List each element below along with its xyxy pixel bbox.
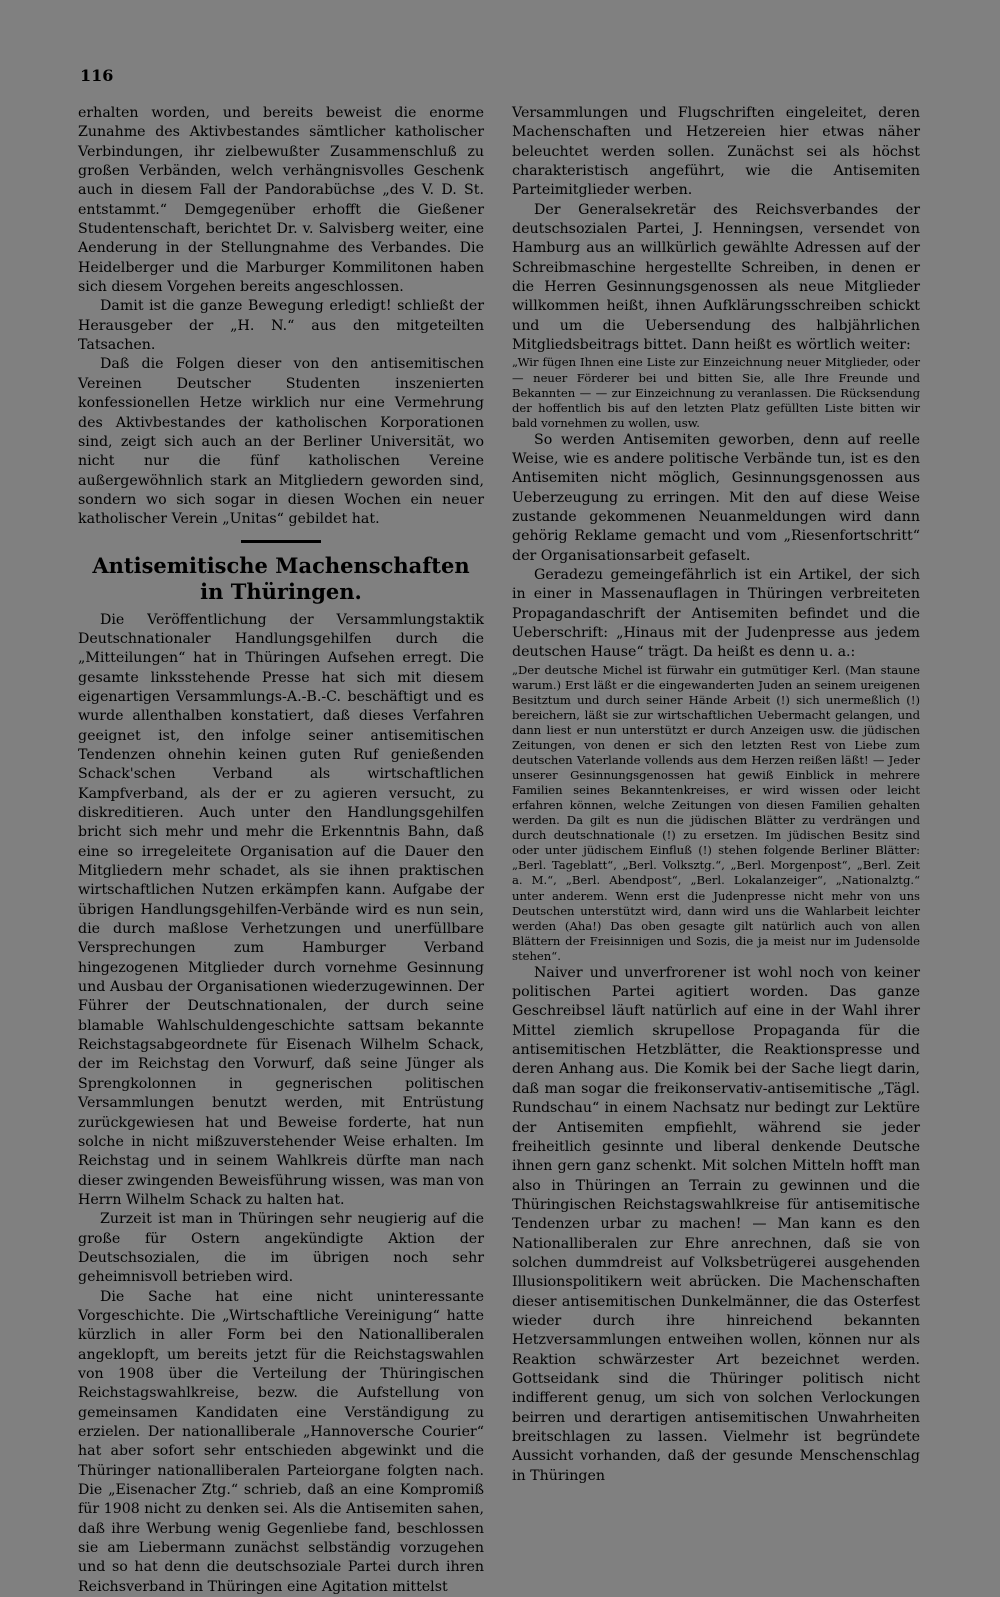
block-quote: „Der deutsche Michel ist fürwahr ein gutmütiger Kerl. (Man staune warum.) Erst läßt er die eingewanderten Juden an seinem ureigenen Besitztum und durch seiner Hände Arbeit (!) sich unermeßlich (!) bereichern, läßt sie zur wirtschaftlichen Uebermacht gelangen, und dann liest er nun unterstützt er durch Anzeigen usw. die jüdischen Zeitungen, von denen er sich den letzten Rest von Liebe zum deutschen Vaterlande vollends aus dem Herzen reißen läßt! — Jeder unserer Gesinnungsgenossen hat gewiß Einblick in mehrere Familien seines Bekanntenkreises, er wird wissen oder leicht erfahren können, welche Zeitungen von diesen Familien gehalten werden. Da gilt es nun die jüdischen Blätter zu verdrängen und durch deutschnationale (!) zu ersetzen. Im jüdischen Besitz sind oder unter jüdischem Einfluß (!) stehen folgende Berliner Blätter: „Berl. Tageblatt“, „Berl. Volksztg.“, „Berl. Morgenpost“, „Berl. Zeit a. M.“, „Berl. Abendpost“, „Berl. Lokalanzeiger“, „Nationalztg.“ unter anderem. Wenn erst die Judenpresse nicht mehr von uns Deutschen unterstützt wird, dann wird uns die Wahlarbeit leichter werden (Aha!) Das oben gesagte gilt natürlich auch von allen Blättern der Freisinnigen und Sozis, die ja meist nur im Judensolde stehen“. — [512, 662, 920, 963]
paragraph: erhalten worden, und bereits beweist die enorme Zunahme des Aktivbestandes sämtlicher katholischer Verbindungen, ihr zielbewußter Zusammenschluß zu großen Verbänden, welch verhängnisvolles Geschenk auch in diesem Fall der Pandorabüchse „des V. D. St. entstammt.“ Demgegenüber erhofft die Gießener Studentenschaft, berichtet Dr. v. Salvisberg weiter, eine Aenderung in der Stellungnahme des Verbandes. Die Heidelberger und die Marburger Kommilitonen haben sich diesem Vorgehen bereits angeschlossen. — [78, 105, 484, 296]
paragraph: Naiver und unverfrorener ist wohl noch von keiner politischen Partei agitiert worden. Das ganze Geschreibsel läuft natürlich auf eine in der Wahl ihrer Mittel ziemlich skrupellose Propaganda für die antisemitischen Hetzblätter, die Reaktionspresse und deren Anhang aus. Die Komik bei der Sache liegt darin, daß man sogar die freikonservativ-antisemitische „Tägl. Rundschau“ in einem Nachsatz nur bedingt zur Lektüre der Antisemiten empfiehlt, während sie jeder freiheitlich gesinnte und liberal denkende Deutsche ihnen gern ganz schenkt. Mit solchen Mitteln hofft man also in Thüringen an Terrain zu gewinnen und die Thüringischen Reichstagswahlkreise für antisemitische Tendenzen urbar zu machen! — Man kann es den Nationalliberalen zur Ehre anrechnen, daß sie von solchen dummdreist auf Volksbetrügerei ausgehenden Illusionspolitikern weit abrücken. Die Machenschaften dieser antisemitischen Dunkelmänner, die das Osterfest wieder durch ihre hinreichend bekannten Hetzversammlungen entweihen wollen, können nur als Reaktion schwärzester Art bezeichnet werden. Gottseidank sind die Thüringer politisch nicht indifferent genug, um sich von solchen Verlockungen beirren und derartigen antisemitischen Unwahrheiten breitschlagen zu lassen. Vielmehr ist begründete Aussicht vorhanden, daß der gesunde Menschenschlag in Thüringen — [512, 964, 920, 1484]
paragraph: Die Veröffentlichung der Versammlungstaktik Deutschnationaler Handlungsgehilfen durch die „Mitteilungen“ hat in Thüringen Aufsehen erregt. Die gesamte linksstehende Presse hat sich mit diesem eigenartigen Versammlungs-A.-B.-C. beschäftigt und es wurde allenthalben konstatiert, daß dieses Verfahren geeignet ist, den infolge seiner antisemitischen Tendenzen ohnehin keinen guten Ruf genießenden Schack'schen Verband als wirtschaftlichen Kampfverband, als der er zu agieren versucht, zu diskreditieren. Auch unter den Handlungsgehilfen bricht sich mehr und mehr die Erkenntnis Bahn, daß eine so irregeleitete Organisation auf die Dauer den Mitgliedern mehr schadet, als sie ihnen praktischen wirtschaftlichen Nutzen erkämpfen kann. Aufgabe der übrigen Handlungsgehilfen-Verbände wird es nun sein, die durch maßlose Verhetzungen und unerfüllbare Versprechungen zum Hamburger Verband hingezogenen Mitglieder durch vornehme Gesinnung und Ausbau der Organisationen wiederzugewinnen. Der Führer der Deutschnationalen, der durch seine blamable Wahlschuldengeschichte sattsam bekannte Reichstagsabgeordnete für Eisenach Wilhelm Schack, der im Reichstag den Vorwurf, daß seine Jünger als Sprengkolonnen in gegnerischen politischen Versammlungen benutzt werden, mit Entrüstung zurückgewiesen hat und Beweise forderte, hat nun solche in nicht mißzuverstehender Weise erhalten. Im Reichstag und in seinem Wahlkreis dürfte man nach dieser zwingenden Beweisführung wissen, was man von Herrn Wilhelm Schack zu halten hat. — [78, 611, 484, 1208]
page-number: 116 — [80, 66, 114, 85]
paragraph: Daß die Folgen dieser von den antisemitischen Vereinen Deutscher Studenten inszenierten konfessionellen Hetze wirklich nur eine Vermehrung des Aktivbestandes der katholischen Korporationen sind, zeigt sich auch an der Berliner Universität, wo nicht nur die fünf katholischen Vereine außergewöhnlich stark an Mitgliedern geworden sind, sondern wo sich sogar in diesen Wochen ein neuer katholischer Verein „Unitas“ gebildet hat. — [78, 356, 484, 528]
paragraph: Die Sache hat eine nicht uninteressante Vorgeschichte. Die „Wirtschaftliche Vereinigung“ hatte kürzlich in aller Form bei den Nationalliberalen angeklopft, um bereits jetzt für die Reichstagswahlen von 1908 über die Verteilung der Thüringischen Reichstagswahlkreise, bezw. die Aufstellung von gemeinsamen Kandidaten eine Verständigung zu erzielen. Der nationalliberale „Hannoversche Courier“ hat aber sofort sehr entschieden abgewinkt und die Thüringer nationalliberalen Parteiorgane folgten nach. Die „Eisenacher Ztg.“ schrieb, daß an eine Kompromiß für 1908 nicht zu denken sei. Als die Antisemiten sahen, daß ihre Werbung wenig Gegenliebe fand, beschlossen sie am Liebermann zunächst selbständig vorzugehen und so hat denn die deutschsoziale Partei durch ihren Reichsverband in Thüringen eine Agitation mittelst — [78, 1288, 484, 1595]
paragraph: Der Generalsekretär des Reichsverbandes der deutschsozialen Partei, J. Henningsen, versendet von Hamburg aus an willkürlich gewählte Adressen auf der Schreibmaschine hergestellte Schreiben, in denen er die Herren Gesinnungsgenossen als neue Mitglieder willkommen heißt, ihnen Aufklärungsschreiben schickt und um die Uebersendung des halbjährlichen Mitgliedsbeitrags bittet. Dann heißt es wörtlich weiter: — [512, 201, 920, 354]
section-heading: Antisemitische Machenschaften in Thüringen. — [92, 552, 470, 604]
paragraph: Zurzeit ist man in Thüringen sehr neugierig auf die große für Ostern angekündigte Aktion der Deutschsozialen, die im übrigen noch sehr geheimnisvoll betrieben wird. — [78, 1211, 484, 1286]
section-divider — [241, 540, 321, 543]
right-column — [512, 104, 920, 1486]
paragraph: Damit ist die ganze Bewegung erledigt! schließt der Herausgeber der „H. N.“ aus den mitgeteilten Tatsachen. — [78, 298, 484, 354]
left-column — [78, 104, 484, 1597]
paragraph: Geradezu gemeingefährlich ist ein Artikel, der sich in einer in Massenauflagen in Thüringen verbreiteten Propagandaschrift der Antisemiten befindet und die Ueberschrift: „Hinaus mit der Judenpresse aus jedem deutschen Hause“ trägt. Da heißt es denn u. a.: — [512, 567, 920, 661]
paragraph: So werden Antisemiten geworben, denn auf reelle Weise, wie es andere politische Verbände tun, ist es den Antisemiten nicht möglich, Gesinnungsgenossen aus Ueberzeugung zu erringen. Mit den auf diese Weise zustande gekommenen Neuanmeldungen wird dann gehörig Reklame gemacht und vom „Riesenfortschritt“ der Organisationsarbeit gefaselt. — [512, 431, 920, 564]
paragraph: Versammlungen und Flugschriften eingeleitet, deren Machenschaften und Hetzereien hier etwas näher beleuchtet werden sollen. Zunächst sei als höchst charakteristisch angeführt, wie die Antisemiten Parteimitglieder werben. — [512, 105, 920, 199]
block-quote: „Wir fügen Ihnen eine Liste zur Einzeichnung neuer Mitglieder, oder — neuer Förderer bei und bitten Sie, alle Ihre Freunde und Bekannten — — zur Einzeichnung zu veranlassen. Die Rücksendung der hoffentlich bis auf den letzten Platz gefüllten Liste bitten wir bald vornehmen zu wollen, usw. — [512, 355, 920, 430]
